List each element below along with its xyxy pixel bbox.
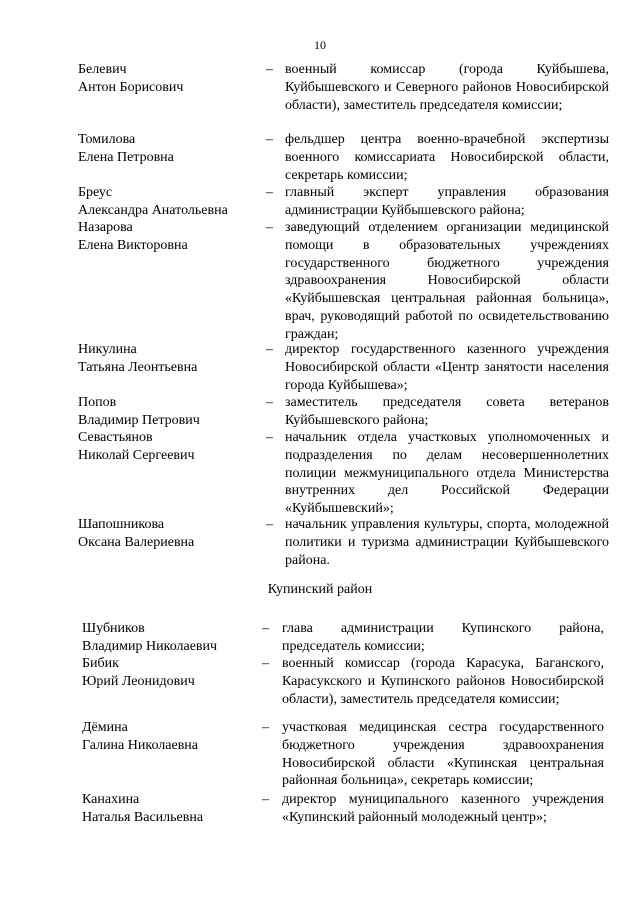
- member-name: [78, 131, 268, 167]
- member-position: военный комиссар (города Карасука, Баганского, Карасукского и Купинского районов Новосибирской области), заместитель председателя комиссии;: [282, 656, 604, 707]
- member-surname: Канахина: [82, 792, 140, 807]
- dash-separator: –: [266, 517, 273, 532]
- dash-separator: –: [266, 185, 273, 200]
- member-position: глава администрации Купинского района, председатель комиссии;: [282, 621, 604, 654]
- dash-separator: –: [266, 220, 273, 235]
- member-name: [82, 791, 272, 827]
- member-given-names: Владимир Петрович: [78, 412, 200, 428]
- member-name: [78, 516, 268, 552]
- dash-separator: –: [262, 656, 269, 671]
- dash-separator: –: [266, 132, 273, 147]
- member-name: [78, 184, 268, 220]
- member-surname: Томилова: [78, 132, 136, 147]
- member-name: [82, 620, 272, 656]
- member-surname: Бибик: [82, 656, 119, 671]
- member-given-names: Наталья Васильевна: [82, 809, 204, 825]
- member-surname: Бреус: [78, 185, 113, 200]
- member-position: заместитель председателя совета ветеранов Куйбышевского района;: [285, 395, 609, 428]
- dash-separator: –: [262, 792, 269, 807]
- member-given-names: Николай Сергеевич: [78, 447, 195, 463]
- member-name: [78, 61, 268, 97]
- district-heading: Купинский район: [267, 582, 373, 597]
- member-surname: Назарова: [78, 220, 133, 235]
- member-position: главный эксперт управления образования администрации Куйбышевского района;: [285, 185, 609, 218]
- member-given-names: Александра Анатольевна: [78, 202, 228, 218]
- member-surname: Шубников: [82, 621, 145, 636]
- member-position: директор государственного казенного учреждения Новосибирской области «Центр занятости населения города Куйбышева»;: [285, 342, 609, 393]
- member-surname: Севастьянов: [78, 430, 153, 445]
- dash-separator: –: [266, 342, 273, 357]
- member-surname: Дёмина: [82, 720, 128, 735]
- member-given-names: Елена Петровна: [78, 149, 174, 165]
- member-name: [78, 341, 268, 377]
- dash-separator: –: [266, 430, 273, 445]
- member-given-names: Владимир Николаевич: [82, 638, 218, 654]
- member-given-names: Оксана Валериевна: [78, 534, 195, 550]
- member-given-names: Антон Борисович: [78, 79, 184, 95]
- member-position: военный комиссар (города Куйбышева, Куйбышевского и Северного районов Новосибирской области), заместитель председателя комиссии;: [285, 62, 609, 113]
- member-given-names: Татьяна Леонтьевна: [78, 359, 198, 375]
- member-given-names: Юрий Леонидович: [82, 673, 195, 689]
- member-name: [78, 429, 268, 465]
- member-name: [82, 719, 272, 755]
- dash-separator: –: [262, 621, 269, 636]
- member-surname: Шапошникова: [78, 517, 165, 532]
- member-position: начальник управления культуры, спорта, молодежной политики и туризма администрации Куйбышевского района.: [285, 517, 609, 568]
- member-position: начальник отдела участковых уполномоченных и подразделения по делам несовершеннолетних полиции межмуниципального отдела Министерства внутренних дел Российской Федерации «Куйбышевский»;: [285, 430, 609, 517]
- member-position: заведующий отделением организации медицинской помощи в образовательных учреждениях государственного бюджетного учреждения здравоохранения Новосибирской области «Куйбышевская центральная районная больница», врач, руководящий работой по освидетельствованию граждан;: [285, 220, 609, 342]
- member-name: [82, 655, 272, 691]
- member-surname: Белевич: [78, 62, 127, 77]
- page-number: 10: [314, 38, 326, 52]
- member-surname: Никулина: [78, 342, 137, 357]
- member-position: участковая медицинская сестра государственного бюджетного учреждения здравоохранения Новосибирской области «Купинская центральная районная больница», секретарь комиссии;: [282, 720, 604, 789]
- member-name: [78, 219, 268, 255]
- member-position: фельдшер центра военно-врачебной экспертизы военного комиссариата Новосибирской области, секретарь комиссии;: [285, 132, 609, 183]
- member-surname: Попов: [78, 395, 117, 410]
- member-position: директор муниципального казенного учреждения «Купинский районный молодежный центр»;: [282, 792, 604, 825]
- dash-separator: –: [266, 395, 273, 410]
- member-name: [78, 394, 268, 430]
- dash-separator: –: [262, 720, 269, 735]
- member-given-names: Галина Николаевна: [82, 737, 199, 753]
- dash-separator: –: [266, 62, 273, 77]
- member-given-names: Елена Викторовна: [78, 237, 188, 253]
